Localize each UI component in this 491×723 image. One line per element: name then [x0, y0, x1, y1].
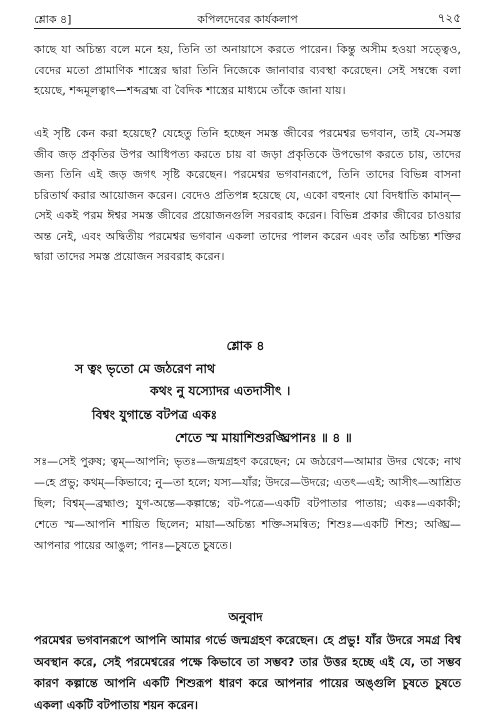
verse-line-3: বিশ্বং যুগান্তে বটপত্র একঃ — [92, 407, 218, 422]
purport-paragraph-2: এই সৃষ্টি কেন করা হয়েছে? যেহেতু তিনি হচ্ছেন সমস্ত জীবের পরমেশ্বর ভগবান, তাই যে-সমস্ত জীব জড় প্রকৃতির উপর আধিপত্য করতে চায় বা জড়া প্রকৃতিকে উপভোগ করতে চায়, তাদের জন্য তিনি এই জড় জগৎ সৃষ্টি করেছেন। পরমেশ্বর ভগবানরূপে, তিনি তাদের বিভিন্ন বাসনা চরিতার্থ করার আয়োজন করেন। বেদেও প্রতিপন্ন হয়েছে যে, একো বহুনাং যো বিদধাতি কামান্—সেই একই পরম ঈশ্বর সমস্ত জীবের প্রয়োজনগুলি সরবরাহ করেন। বিভিন্ন প্রকার জীবের চাওয়ার অন্ত নেই, এবং অদ্বিতীয় পরমেশ্বর ভগবান একলা তাদের পালন করেন এবং তাঁর অচিন্ত্য শক্তির দ্বারা তাদের সমস্ত প্রয়োজন সরবরাহ করেন। — [34, 127, 461, 263]
verse-line-2: কথং নু যস্যোদর এতদাসীৎ । — [150, 383, 291, 398]
translation-paragraph: পরমেশ্বর ভগবানরূপে আপনি আমার গর্ভে জন্মগ্রহণ করেছেন। হে প্রভু! যাঁর উদরে সমগ্র বিশ্ব অবস্থান করে, সেই পরমেশ্বরের পক্ষে কিভাবে তা সম্ভব? তার উত্তর হচ্ছে এই যে, তা সম্ভব কারণ কল্পান্তে আপনি একটি শিশুরূপ ধারণ করে আপনার পায়ের অঙ্গুলি চুষতে চুষতে একলা একটি বটপাতায় শয়ন করেন। — [34, 633, 461, 712]
translation-label: অনুবাদ — [228, 610, 263, 624]
chapter-title: কপিলদেবের কার্যকলাপ — [197, 13, 298, 26]
page-number: ৭২৫ — [437, 11, 461, 25]
page-header — [34, 10, 461, 29]
verse-line-1: স ত্বং ভৃতো মে জঠরেণ নাথ — [75, 361, 216, 376]
synonyms-paragraph: সঃ—সেই পুরুষ; ত্বম্—আপনি; ভৃতঃ—জন্মগ্রহণ করেছেন; মে জঠরেণ—আমার উদর থেকে; নাথ—হে প্রভু; কথম্—কিভাবে; নু—তা হলে; যস্য—যাঁর; উদরে—উদরে; এতৎ—এই; আসীৎ—আশ্রিত ছিল; বিশ্বম্—ব্রহ্মাণ্ড; যুগ-অন্তে—কল্পান্তে; বট-পত্রে—একটি বটপাতার পাতায়; একঃ—একাকী; শেতে স্ম—আপনি শায়িত ছিলেন; মায়া—অচিন্ত্য শক্তি-সমন্বিত; শিশুঃ—একটি শিশু; অঙ্ঘ্রি—আপনার পায়ের আঙুল; পানঃ—চুষতে চুষতে। — [34, 455, 461, 552]
verse-line-4: শেতে স্ম মায়াশিশুরঙ্ঘ্রিপানঃ ॥ ৪ ॥ — [175, 430, 352, 445]
purport-paragraph-1: কাছে যা অচিন্ত্য বলে মনে হয়, তিনি তা অনায়াসে করতে পারেন। কিন্তু অসীম হওয়া সত্ত্বেও, বেদের মতো প্রামাণিক শাস্ত্রের দ্বারা তিনি নিজেকে জানাবার ব্যবস্থা করেছেন। সেই সম্বন্ধে বলা হয়েছে, শব্দমূলত্বাৎ—শব্দব্রহ্ম বা বৈদিক শাস্ত্রের মাধ্যমে তাঁকে জানা যায়। — [34, 43, 461, 97]
verse-label: শ্লোক ৪ — [226, 338, 265, 353]
verse-reference: শ্লোক ৪] — [34, 13, 72, 26]
